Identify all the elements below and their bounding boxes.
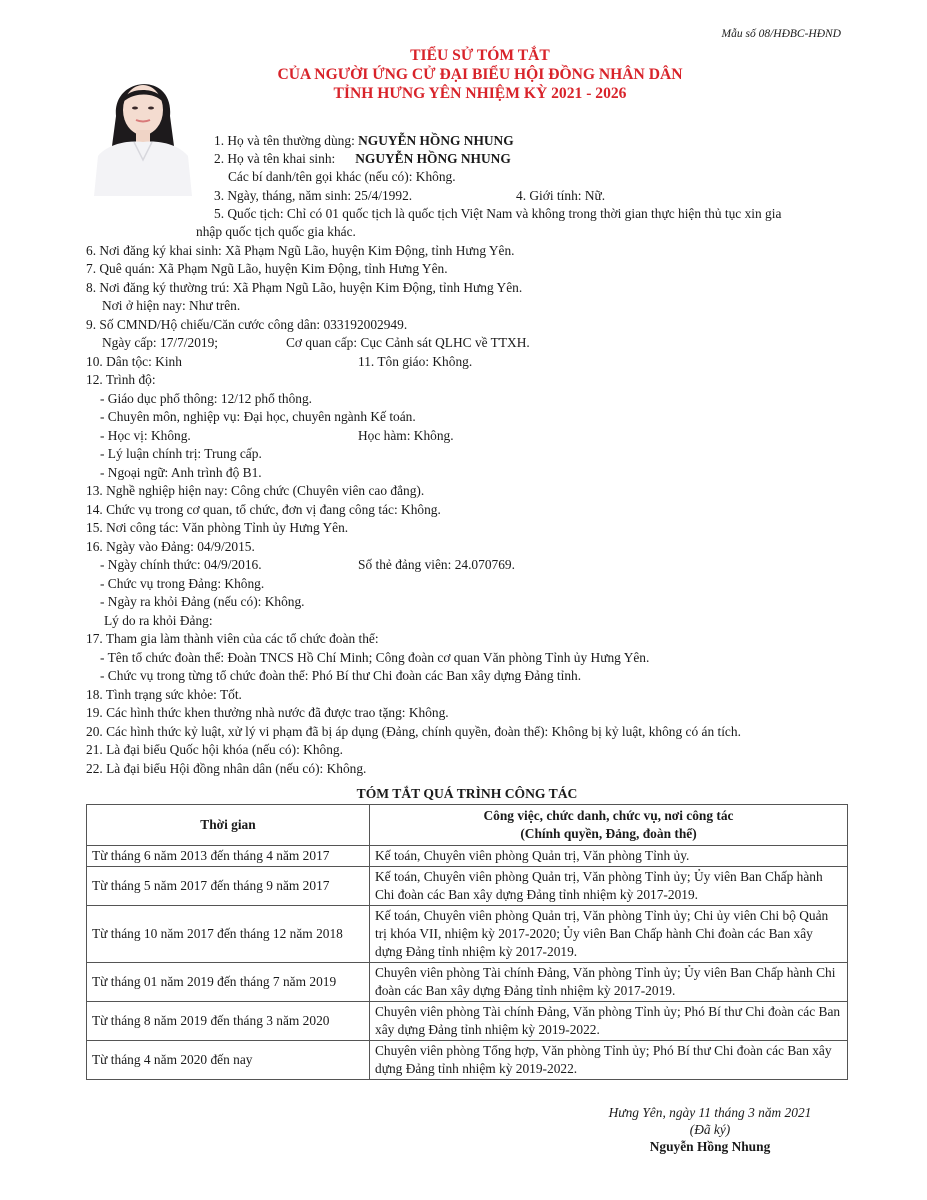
row-time: Từ tháng 8 năm 2019 đến tháng 3 năm 2020 [87,1002,370,1041]
birth-name-value: NGUYỄN HỒNG NHUNG [355,151,511,166]
row-time: Từ tháng 4 năm 2020 đến nay [87,1041,370,1080]
row-time: Từ tháng 01 năm 2019 đến tháng 7 năm 2019 [87,963,370,1002]
field-political-theory: - Lý luận chính trị: Trung cấp. [100,446,262,461]
row-work: Kế toán, Chuyên viên phòng Quản trị, Văn phòng Tỉnh ủy; Chi ủy viên Chi bộ Quản trị khóa VII, nhiệm kỳ 2017-2020; Ủy viên Ban Chấp hành Chi đoàn các Ban xây dựng Đảng tỉnh nhiệm kỳ 2017-2019. [370,906,848,963]
signature-place-date: Hưng Yên, ngày 11 tháng 3 năm 2021 [608,1105,812,1120]
row-work: Chuyên viên phòng Tài chính Đảng, Văn phòng Tỉnh ủy; Ủy viên Ban Chấp hành Chi đoàn các Ban xây dựng Đảng tỉnh nhiệm kỳ 2017-2019. [370,963,848,1002]
field-id-issue-date: Ngày cấp: 17/7/2019; [102,335,219,350]
field-party-official-date: - Ngày chính thức: 04/9/2016. [100,557,262,572]
field-birth-registration: 6. Nơi đăng ký khai sinh: Xã Phạm Ngũ Lão, huyện Kim Động, tỉnh Hưng Yên. [86,243,515,258]
field-party-leave-date: - Ngày ra khỏi Đảng (nếu có): Không. [100,594,305,609]
row-work: Chuyên viên phòng Tài chính Đảng, Văn phòng Tỉnh ủy; Phó Bí thư Chi đoàn các Ban xây dựng Đảng tỉnh nhiệm kỳ 2019-2022. [370,1002,848,1041]
field-organization-names: - Tên tổ chức đoàn thể: Đoàn TNCS Hồ Chí Minh; Công đoàn cơ quan Văn phòng Tỉnh ủy Hưng Yên. [100,650,650,665]
field-party-position: - Chức vụ trong Đảng: Không. [100,576,265,591]
field-birth-name: 2. Họ và tên khai sinh: NGUYỄN HỒNG NHUNG [214,151,511,166]
field-health: 18. Tình trạng sức khỏe: Tốt. [86,687,242,702]
title-line-3: TỈNH HƯNG YÊN NHIỆM KỲ 2021 - 2026 [333,85,627,102]
field-specialization: - Chuyên môn, nghiệp vụ: Đại học, chuyên ngành Kế toán. [100,409,416,424]
field-permanent-residence: 8. Nơi đăng ký thường trú: Xã Phạm Ngũ Lão, huyện Kim Động, tỉnh Hưng Yên. [86,280,523,295]
field-awards: 19. Các hình thức khen thưởng nhà nước đã được trao tặng: Không. [86,705,449,720]
title-line-1: TIỂU SỬ TÓM TẮT [410,47,550,64]
portrait-photo [84,56,202,196]
form-number: Mẫu số 08/HĐBC-HĐND [721,28,841,40]
field-party-join-date: 16. Ngày vào Đảng: 04/9/2015. [86,539,255,554]
field-hometown: 7. Quê quán: Xã Phạm Ngũ Lão, huyện Kim Động, tỉnh Hưng Yên. [86,261,448,276]
field-foreign-language: - Ngoại ngữ: Anh trình độ B1. [100,465,262,480]
field-discipline: 20. Các hình thức kỷ luật, xử lý vi phạm đã bị áp dụng (Đảng, chính quyền, đoàn thể): Không bị kỷ luật, không có án tích. [86,724,741,739]
signature-block [560,1104,860,1155]
row-time: Từ tháng 6 năm 2013 đến tháng 4 năm 2017 [87,846,370,867]
field-academic-degree: - Học vị: Không. [100,428,191,443]
signature-status: (Đã ký) [689,1122,731,1137]
field-common-name: 1. Họ và tên thường dùng: NGUYỄN HỒNG NHUNG [214,133,514,148]
field-alias: Các bí danh/tên gọi khác (nếu có): Không. [228,169,456,184]
title-line-2: CỦA NGƯỜI ỨNG CỬ ĐẠI BIỂU HỘI ĐỒNG NHÂN DÂN [277,66,683,83]
field-workplace: 15. Nơi công tác: Văn phòng Tỉnh ủy Hưng Yên. [86,520,349,535]
field-organizations: 17. Tham gia làm thành viên của các tổ chức đoàn thể: [86,631,379,646]
field-religion: 11. Tôn giáo: Không. [358,354,473,369]
row-work: Chuyên viên phòng Tổng hợp, Văn phòng Tỉnh ủy; Phó Bí thư Chi đoàn các Ban xây dựng Đảng tỉnh nhiệm kỳ 2019-2022. [370,1041,848,1080]
header-time: Thời gian [87,805,370,846]
row-time: Từ tháng 5 năm 2017 đến tháng 9 năm 2017 [87,867,370,906]
field-peoples-council: 22. Là đại biểu Hội đồng nhân dân (nếu có): Không. [86,761,367,776]
portrait-image-icon [84,56,202,196]
field-position: 14. Chức vụ trong cơ quan, tổ chức, đơn vị đang công tác: Không. [86,502,441,517]
header-work: Công việc, chức danh, chức vụ, nơi công tác (Chính quyền, Đảng, đoàn thể) [370,805,848,846]
career-section-title: TÓM TẮT QUÁ TRÌNH CÔNG TÁC [356,786,578,801]
row-work: Kế toán, Chuyên viên phòng Quản trị, Văn phòng Tỉnh ủy; Ủy viên Ban Chấp hành Chi đoàn các Ban xây dựng Đảng tỉnh nhiệm kỳ 2017-2019. [370,867,848,906]
table-row [87,846,848,867]
table-row [87,963,848,1002]
row-time: Từ tháng 10 năm 2017 đến tháng 12 năm 2018 [87,906,370,963]
document-title [200,46,760,103]
field-academic-title: Học hàm: Không. [358,428,454,443]
career-table [86,804,848,1080]
field-nationality: 5. Quốc tịch: Chỉ có 01 quốc tịch là quốc tịch Việt Nam và không trong thời gian thực hiện thủ tục xin gia [214,206,782,221]
field-current-residence: Nơi ở hiện nay: Như trên. [102,298,241,313]
field-party-leave-reason: Lý do ra khỏi Đảng: [104,613,213,628]
table-row [87,1002,848,1041]
field-id-number: 9. Số CMND/Hộ chiếu/Căn cước công dân: 033192002949. [86,317,408,332]
table-row [87,867,848,906]
field-national-assembly: 21. Là đại biểu Quốc hội khóa (nếu có): Không. [86,742,343,757]
field-id-agency: Cơ quan cấp: Cục Cảnh sát QLHC về TTXH. [286,335,530,350]
field-nationality-cont: nhập quốc tịch quốc gia khác. [196,224,356,239]
field-general-education: - Giáo dục phổ thông: 12/12 phổ thông. [100,391,313,406]
table-row [87,1041,848,1080]
field-organization-roles: - Chức vụ trong từng tổ chức đoàn thể: Phó Bí thư Chi đoàn các Ban xây dựng Đảng tỉnh. [100,668,582,683]
field-birth-date: 3. Ngày, tháng, năm sinh: 25/4/1992. [214,188,413,203]
common-name-value: NGUYỄN HỒNG NHUNG [358,133,514,148]
field-party-card-number: Số thẻ đảng viên: 24.070769. [358,557,515,572]
career-table-header [87,805,848,846]
field-occupation: 13. Nghề nghiệp hiện nay: Công chức (Chuyên viên cao đẳng). [86,483,425,498]
row-work: Kế toán, Chuyên viên phòng Quản trị, Văn phòng Tỉnh ủy. [370,846,848,867]
field-gender: 4. Giới tính: Nữ. [516,188,606,203]
field-ethnicity: 10. Dân tộc: Kinh [86,354,182,369]
field-education: 12. Trình độ: [86,372,156,387]
signature-name: Nguyễn Hồng Nhung [649,1139,771,1154]
table-row [87,906,848,963]
